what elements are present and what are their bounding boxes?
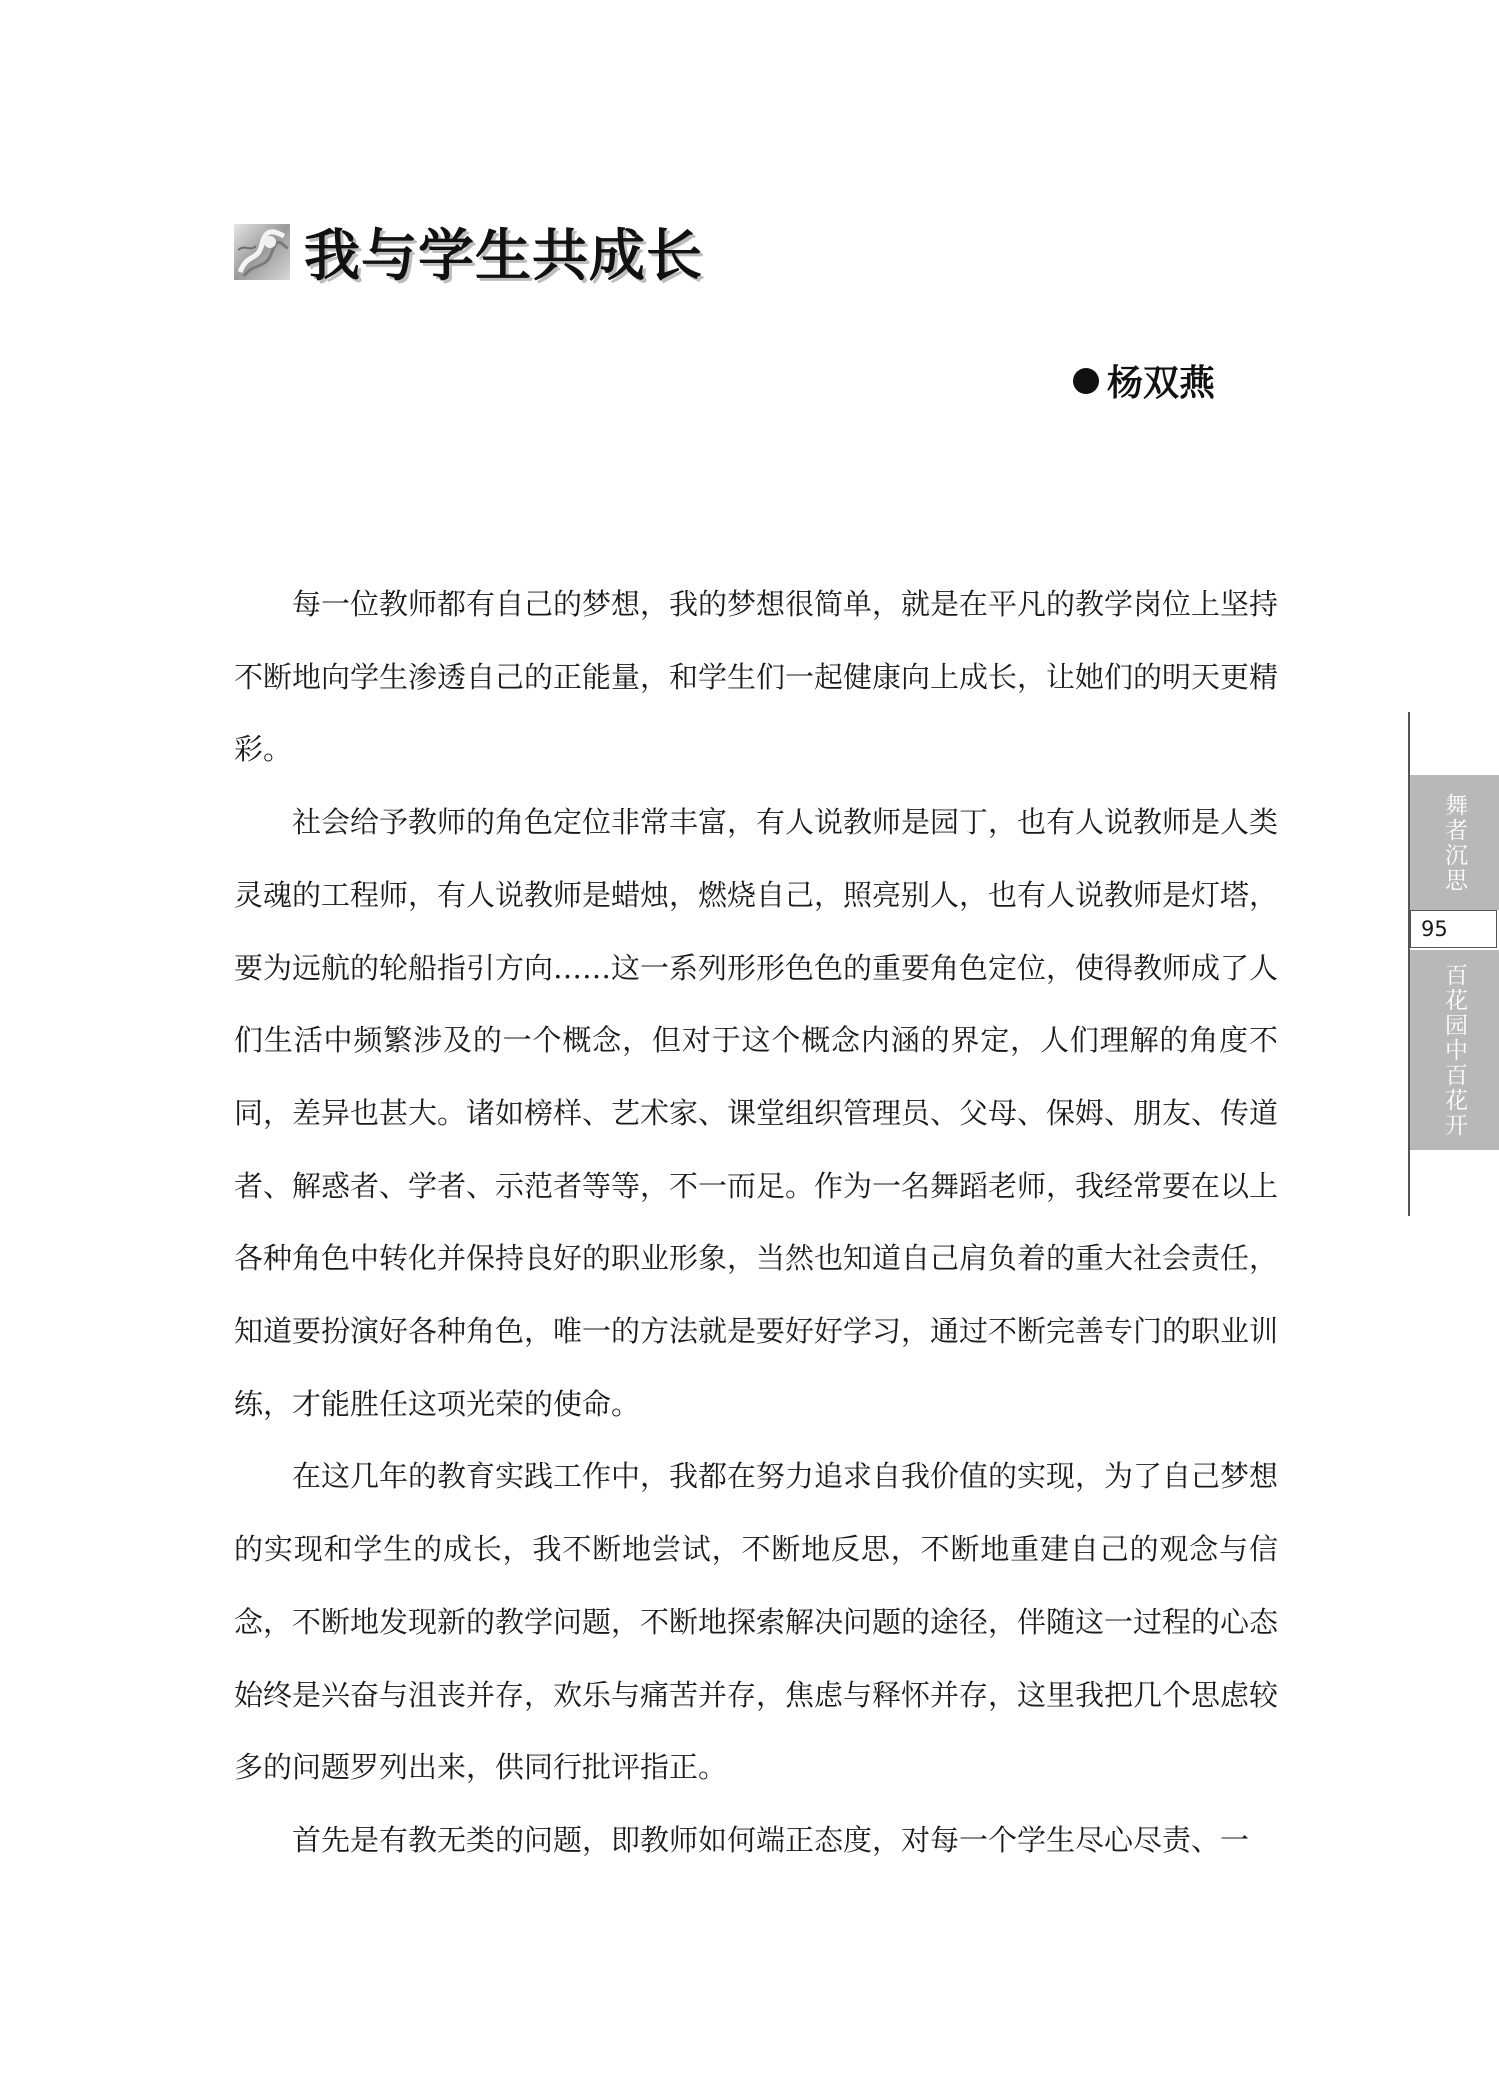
article-body <box>234 568 1278 1877</box>
chapter-label: 百花园中百花开 <box>1441 962 1467 1138</box>
paragraph: 首先是有教无类的问题，即教师如何端正态度，对每一个学生尽心尽责、一 <box>292 1822 1250 1857</box>
paragraph: 在这几年的教育实践工作中，我都在努力追求自我价值的实现，为了自己梦想的实现和学生的成长，我不断地尝试，不断地反思，不断地重建自己的观念与信念，不断地发现新的教学问题，不断地探索解决问题的途径，伴随这一过程的心态始终是兴奋与沮丧并存，欢乐与痛苦并存，焦虑与释怀并存，这里我把几个思虑较多的问题罗列出来，供同行批评指正。 <box>234 1459 1279 1785</box>
article-title-block <box>232 212 703 292</box>
side-tab-chapter <box>1410 950 1499 1150</box>
section-label: 舞者沉思 <box>1441 792 1467 893</box>
page-number-value: 95 <box>1421 917 1448 941</box>
side-tab-section <box>1410 775 1499 910</box>
page-number <box>1410 910 1497 948</box>
title-ornament-icon <box>232 222 292 282</box>
bullet-dot-icon <box>1073 368 1099 394</box>
paragraph: 社会给予教师的角色定位非常丰富，有人说教师是园丁，也有人说教师是人类灵魂的工程师，有人说教师是蜡烛，燃烧自己，照亮别人，也有人说教师是灯塔，要为远航的轮船指引方向……这一系列形形色色的重要角色定位，使得教师成了人们生活中频繁涉及的一个概念，但对于这个概念内涵的界定，人们理解的角度不同，差异也甚大。诸如榜样、艺术家、课堂组织管理员、父母、保姆、朋友、传道者、解惑者、学者、示范者等等，不一而足。作为一名舞蹈老师，我经常要在以上各种角色中转化并保持良好的职业形象，当然也知道自己肩负着的重大社会责任，知道要扮演好各种角色，唯一的方法就是要好好学习，通过不断完善专门的职业训练，才能胜任这项光荣的使命。 <box>234 805 1279 1421</box>
author-name: 杨双燕 <box>1107 362 1216 404</box>
article-title: 我与学生共成长 <box>304 224 703 289</box>
paragraph: 每一位教师都有自己的梦想，我的梦想很简单，就是在平凡的教学岗位上坚持不断地向学生渗透自己的正能量，和学生们一起健康向上成长，让她们的明天更精彩。 <box>234 587 1279 767</box>
author-line <box>1073 355 1215 406</box>
